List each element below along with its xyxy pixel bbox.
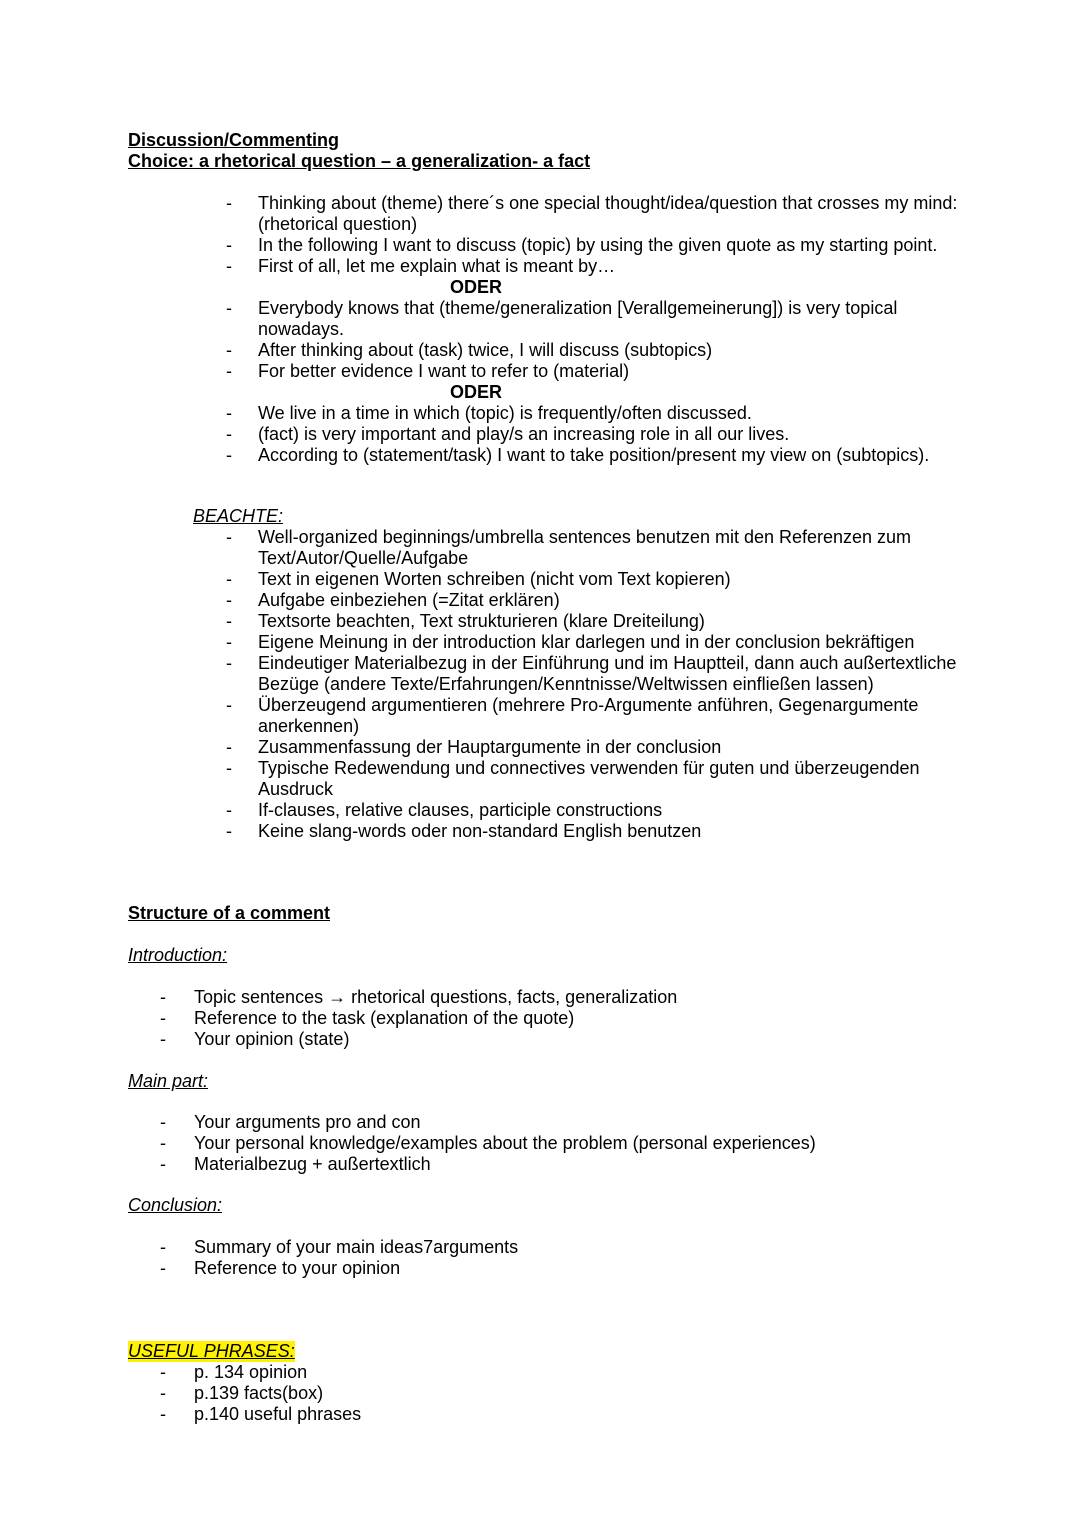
dash-bullet: - bbox=[160, 1008, 166, 1028]
introduction-block bbox=[0, 987, 1080, 1050]
introduction-label: Introduction: bbox=[128, 945, 228, 965]
list-item-text: p.140 useful phrases bbox=[194, 1404, 362, 1424]
list-item-text: Everybody knows that (theme/generalization [Verallgemeinerung]) is very topical nowadays. bbox=[258, 298, 898, 339]
beachte-label: BEACHTE: bbox=[193, 506, 284, 526]
phrase-block bbox=[0, 193, 1080, 466]
oder-label: ODER bbox=[450, 277, 503, 297]
dash-bullet: - bbox=[226, 821, 232, 841]
phrase-list-2 bbox=[0, 298, 1080, 382]
page-subtitle: Choice: a rhetorical question – a generalization- a fact bbox=[128, 151, 591, 171]
list-item-text: Your opinion (state) bbox=[194, 1029, 350, 1049]
dash-bullet: - bbox=[160, 1154, 166, 1174]
introduction-list bbox=[0, 987, 1080, 1050]
list-item bbox=[0, 1237, 1080, 1258]
dash-bullet: - bbox=[226, 361, 232, 381]
list-item-text: In the following I want to discuss (topic) by using the given quote as my starting point. bbox=[258, 235, 938, 255]
list-item bbox=[0, 298, 1080, 340]
list-item-text: Eigene Meinung in der introduction klar darlegen und in der conclusion bekräftigen bbox=[258, 632, 915, 652]
list-item bbox=[0, 361, 1080, 382]
dash-bullet: - bbox=[226, 445, 232, 465]
page-title: Discussion/Commenting bbox=[128, 130, 340, 150]
list-item bbox=[0, 987, 1080, 1008]
main-part-list bbox=[0, 1112, 1080, 1175]
dash-bullet: - bbox=[226, 695, 232, 715]
list-item bbox=[0, 1362, 1080, 1383]
useful-phrases-block bbox=[0, 1362, 1080, 1425]
list-item bbox=[0, 695, 1080, 737]
list-item-text: p. 134 opinion bbox=[194, 1362, 308, 1382]
dash-bullet: - bbox=[226, 653, 232, 673]
list-item bbox=[0, 569, 1080, 590]
dash-bullet: - bbox=[226, 800, 232, 820]
list-item bbox=[0, 1008, 1080, 1029]
list-item bbox=[0, 632, 1080, 653]
dash-bullet: - bbox=[226, 569, 232, 589]
dash-bullet: - bbox=[160, 1383, 166, 1403]
list-item-text: Thinking about (theme) there´s one special thought/idea/question that crosses my mind: (rhetorical question) bbox=[258, 193, 958, 234]
main-part-label: Main part: bbox=[128, 1071, 209, 1091]
list-item-text: After thinking about (task) twice, I will discuss (subtopics) bbox=[258, 340, 713, 360]
list-item-text: Eindeutiger Materialbezug in der Einführung und im Hauptteil, dann auch außertextliche Bezüge (andere Texte/Erfahrungen/Kenntnisse/Weltwissen einfließen lassen) bbox=[258, 653, 957, 694]
dash-bullet: - bbox=[226, 758, 232, 778]
list-item-text: Keine slang-words oder non-standard English benutzen bbox=[258, 821, 702, 841]
list-item-text: Text in eigenen Worten schreiben (nicht vom Text kopieren) bbox=[258, 569, 731, 589]
beachte-list bbox=[0, 527, 1080, 842]
list-item-text: p.139 facts(box) bbox=[194, 1383, 324, 1403]
conclusion-list bbox=[0, 1237, 1080, 1279]
conclusion-label: Conclusion: bbox=[128, 1195, 223, 1215]
beachte-block bbox=[0, 527, 1080, 842]
list-item-text: Überzeugend argumentieren (mehrere Pro-Argumente anführen, Gegenargumente anerkennen) bbox=[258, 695, 919, 736]
list-item-text: Textsorte beachten, Text strukturieren (klare Dreiteilung) bbox=[258, 611, 705, 631]
list-item bbox=[0, 1029, 1080, 1050]
dash-bullet: - bbox=[160, 1258, 166, 1278]
list-item bbox=[0, 611, 1080, 632]
dash-bullet: - bbox=[226, 737, 232, 757]
main-part-block bbox=[0, 1112, 1080, 1175]
useful-phrases-list bbox=[0, 1362, 1080, 1425]
list-item bbox=[0, 445, 1080, 466]
list-item-text: If-clauses, relative clauses, participle constructions bbox=[258, 800, 663, 820]
list-item bbox=[0, 1258, 1080, 1279]
list-item-text: Reference to the task (explanation of the quote) bbox=[194, 1008, 575, 1028]
list-item-text: According to (statement/task) I want to take position/present my view on (subtopics). bbox=[258, 445, 930, 465]
list-item bbox=[0, 737, 1080, 758]
list-item bbox=[0, 590, 1080, 611]
list-item-text: Reference to your opinion bbox=[194, 1258, 401, 1278]
dash-bullet: - bbox=[160, 1112, 166, 1132]
list-item bbox=[0, 1154, 1080, 1175]
conclusion-block bbox=[0, 1237, 1080, 1279]
list-item-text: Well-organized beginnings/umbrella sentences benutzen mit den Referenzen zum Text/Autor/Quelle/Aufgabe bbox=[258, 527, 912, 568]
dash-bullet: - bbox=[226, 403, 232, 423]
dash-bullet: - bbox=[226, 527, 232, 547]
list-item bbox=[0, 403, 1080, 424]
list-item-text: Summary of your main ideas7arguments bbox=[194, 1237, 519, 1257]
list-item-text: Aufgabe einbeziehen (=Zitat erklären) bbox=[258, 590, 560, 610]
list-item bbox=[0, 193, 1080, 235]
list-item-text: Your personal knowledge/examples about the problem (personal experiences) bbox=[194, 1133, 816, 1153]
dash-bullet: - bbox=[160, 1133, 166, 1153]
list-item-text: Your arguments pro and con bbox=[194, 1112, 421, 1132]
dash-bullet: - bbox=[226, 298, 232, 318]
list-item bbox=[0, 1112, 1080, 1133]
phrase-list-1 bbox=[0, 193, 1080, 277]
list-item bbox=[0, 653, 1080, 695]
dash-bullet: - bbox=[226, 632, 232, 652]
dash-bullet: - bbox=[160, 1237, 166, 1257]
list-item-text: We live in a time in which (topic) is frequently/often discussed. bbox=[258, 403, 752, 423]
phrase-list-3 bbox=[0, 403, 1080, 466]
list-item-text: For better evidence I want to refer to (material) bbox=[258, 361, 630, 381]
list-item bbox=[0, 800, 1080, 821]
list-item-text: Topic sentences → rhetorical questions, facts, generalization bbox=[194, 987, 678, 1007]
dash-bullet: - bbox=[226, 235, 232, 255]
dash-bullet: - bbox=[226, 340, 232, 360]
list-item bbox=[0, 527, 1080, 569]
dash-bullet: - bbox=[160, 1362, 166, 1382]
dash-bullet: - bbox=[226, 193, 232, 213]
useful-phrases-label: USEFUL PHRASES: bbox=[128, 1341, 295, 1361]
dash-bullet: - bbox=[226, 611, 232, 631]
list-item-text: Materialbezug + außertextlich bbox=[194, 1154, 431, 1174]
list-item bbox=[0, 1383, 1080, 1404]
dash-bullet: - bbox=[226, 424, 232, 444]
dash-bullet: - bbox=[226, 590, 232, 610]
list-item bbox=[0, 1133, 1080, 1154]
list-item bbox=[0, 821, 1080, 842]
list-item bbox=[0, 758, 1080, 800]
list-item-text: First of all, let me explain what is meant by… bbox=[258, 256, 616, 276]
structure-title: Structure of a comment bbox=[128, 903, 331, 923]
dash-bullet: - bbox=[160, 1029, 166, 1049]
list-item bbox=[0, 340, 1080, 361]
list-item-text: Zusammenfassung der Hauptargumente in der conclusion bbox=[258, 737, 722, 757]
list-item bbox=[0, 235, 1080, 256]
list-item-text: Typische Redewendung und connectives verwenden für guten und überzeugenden Ausdruck bbox=[258, 758, 920, 799]
list-item-text: (fact) is very important and play/s an increasing role in all our lives. bbox=[258, 424, 790, 444]
dash-bullet: - bbox=[226, 256, 232, 276]
list-item bbox=[0, 424, 1080, 445]
oder-label: ODER bbox=[450, 382, 503, 402]
dash-bullet: - bbox=[160, 1404, 166, 1424]
list-item bbox=[0, 256, 1080, 277]
list-item bbox=[0, 1404, 1080, 1425]
dash-bullet: - bbox=[160, 987, 166, 1007]
